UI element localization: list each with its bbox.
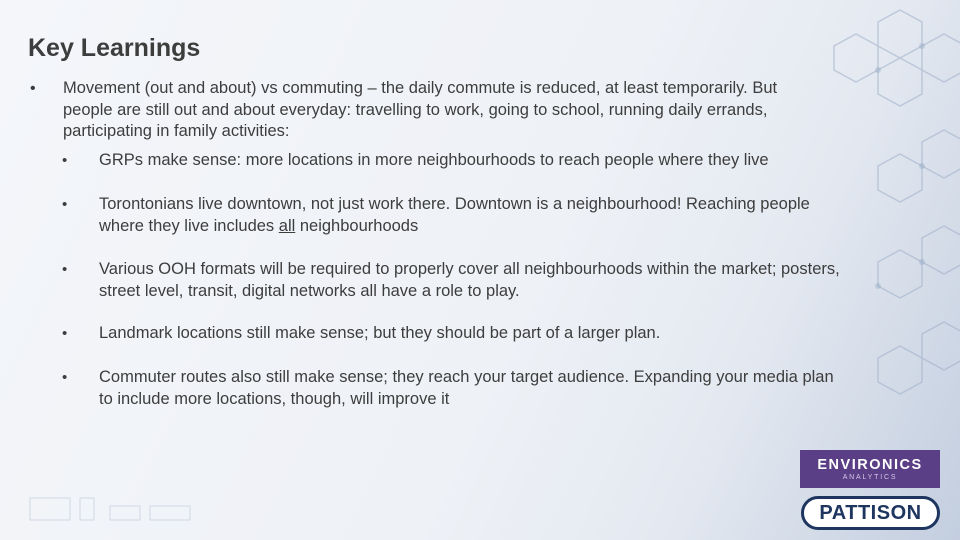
- sub-bullet-text-part: neighbourhoods: [295, 216, 419, 235]
- pattison-logo: [801, 496, 940, 530]
- sub-bullet-text: [99, 194, 849, 237]
- sub-bullet-text: Landmark locations still make sense; but they should be part of a larger plan.: [99, 324, 661, 342]
- underlined-word: all: [278, 216, 296, 235]
- environics-logo-text: ENVIRONICS: [817, 457, 923, 473]
- sub-bullet-text: Commuter routes also still make sense; they reach your target audience. Expanding your media plan to include more locations, though, will improve it: [99, 368, 834, 408]
- main-bullet: [28, 78, 828, 143]
- sub-bullet-item: [60, 259, 850, 302]
- bottom-left-decoration: [0, 480, 220, 540]
- bullet-marker: •: [62, 152, 68, 169]
- bullet-marker: •: [62, 369, 68, 386]
- slide-title: Key Learnings: [28, 34, 201, 62]
- environics-analytics-logo: [800, 450, 940, 488]
- sub-bullet-item: [60, 367, 850, 410]
- bullet-marker: •: [62, 261, 68, 278]
- environics-logo-subtext: ANALYTICS: [842, 474, 898, 481]
- sub-bullet-item: [60, 150, 850, 172]
- sub-bullet-item: [60, 194, 850, 237]
- main-bullet-text: Movement (out and about) vs commuting – the daily commute is reduced, at least temporarily. But people are still out and about everyday: travelling to work, going to school, running daily errands, participating in family activities:: [63, 79, 778, 140]
- pattison-logo-text: PATTISON: [819, 501, 922, 524]
- sub-bullet-text-part: Torontonians live downtown, not just work there. Downtown is a neighbourhood! Reaching people where they live includes: [99, 195, 810, 235]
- bullet-marker: •: [30, 80, 36, 97]
- sub-bullet-text: Various OOH formats will be required to properly cover all neighbourhoods within the market; posters, street level, transit, digital networks all have a role to play.: [99, 260, 840, 300]
- bullet-marker: •: [62, 325, 68, 342]
- bullet-marker: •: [62, 196, 68, 213]
- sub-bullet-text: GRPs make sense: more locations in more neighbourhoods to reach people where they live: [99, 151, 769, 169]
- sub-bullet-item: [60, 323, 850, 345]
